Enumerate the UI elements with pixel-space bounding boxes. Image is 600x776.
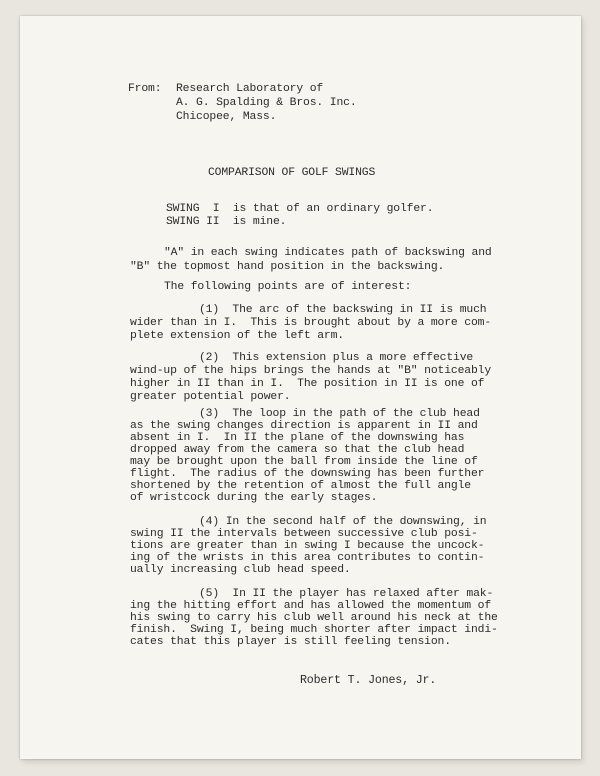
point-3-line-1: (3) The loop in the path of the club head bbox=[199, 408, 480, 420]
point-2-line-3: higher in II than in I. The position in II is one of bbox=[130, 378, 485, 390]
point-3-line-7: shortened by the retention of almost the full angle bbox=[130, 480, 471, 492]
point-5-line-4: finish. Swing I, being much shorter after impact indi- bbox=[130, 624, 498, 636]
point-5-line-3: his swing to carry his club well around his neck at the bbox=[130, 612, 498, 624]
intro-line-1: "A" in each swing indicates path of backswing and bbox=[164, 247, 492, 259]
sender-line-1: Research Laboratory of bbox=[176, 83, 324, 95]
point-4-line-1: (4) In the second half of the downswing, in bbox=[199, 516, 487, 528]
point-5-line-2: ing the hitting effort and has allowed the momentum of bbox=[130, 600, 492, 612]
intro-line-2: "B" the topmost hand position in the backswing. bbox=[130, 261, 445, 273]
point-4-line-5: ually increasing club head speed. bbox=[130, 564, 351, 576]
signature: Robert T. Jones, Jr. bbox=[300, 674, 437, 687]
point-3-line-4: dropped away from the camera so that the club head bbox=[130, 444, 465, 456]
point-4-line-4: ing of the wrists in this area contributes to contin- bbox=[130, 552, 485, 564]
point-1-line-3: plete extension of the left arm. bbox=[130, 330, 344, 342]
swing-line-1: SWING I is that of an ordinary golfer. bbox=[166, 203, 434, 215]
point-4-line-3: tions are greater than in swing I because the uncock- bbox=[130, 540, 485, 552]
document-page bbox=[20, 16, 581, 759]
point-3-line-3: absent in I. In II the plane of the downswing has bbox=[130, 432, 465, 444]
point-2-line-2: wind-up of the hips brings the hands at "B" noticeably bbox=[130, 365, 492, 377]
from-label: From: bbox=[128, 83, 162, 95]
document-title: COMPARISON OF GOLF SWINGS bbox=[208, 167, 376, 179]
point-1-line-1: (1) The arc of the backswing in II is much bbox=[199, 304, 487, 316]
point-3-line-5: may be brought upon the ball from inside the line of bbox=[130, 456, 478, 468]
point-3-line-2: as the swing changes direction is apparent in II and bbox=[130, 420, 478, 432]
point-1-line-2: wider than in I. This is brought about by a more com- bbox=[130, 317, 492, 329]
point-2-line-4: greater potential power. bbox=[130, 391, 291, 403]
point-3-line-6: flight. The radius of the downswing has been further bbox=[130, 468, 485, 480]
swing-line-2: SWING II is mine. bbox=[166, 216, 287, 228]
point-3-line-8: of wristcock during the early stages. bbox=[130, 492, 378, 504]
sender-line-3: Chicopee, Mass. bbox=[176, 111, 277, 123]
point-5-line-5: cates that this player is still feeling tension. bbox=[130, 636, 451, 648]
point-4-line-2: swing II the intervals between successive club posi- bbox=[130, 528, 478, 540]
point-2-line-1: (2) This extension plus a more effective bbox=[199, 352, 474, 364]
points-intro: The following points are of interest: bbox=[164, 281, 412, 293]
point-5-line-1: (5) In II the player has relaxed after mak- bbox=[199, 588, 494, 600]
sender-line-2: A. G. Spalding & Bros. Inc. bbox=[176, 97, 357, 109]
